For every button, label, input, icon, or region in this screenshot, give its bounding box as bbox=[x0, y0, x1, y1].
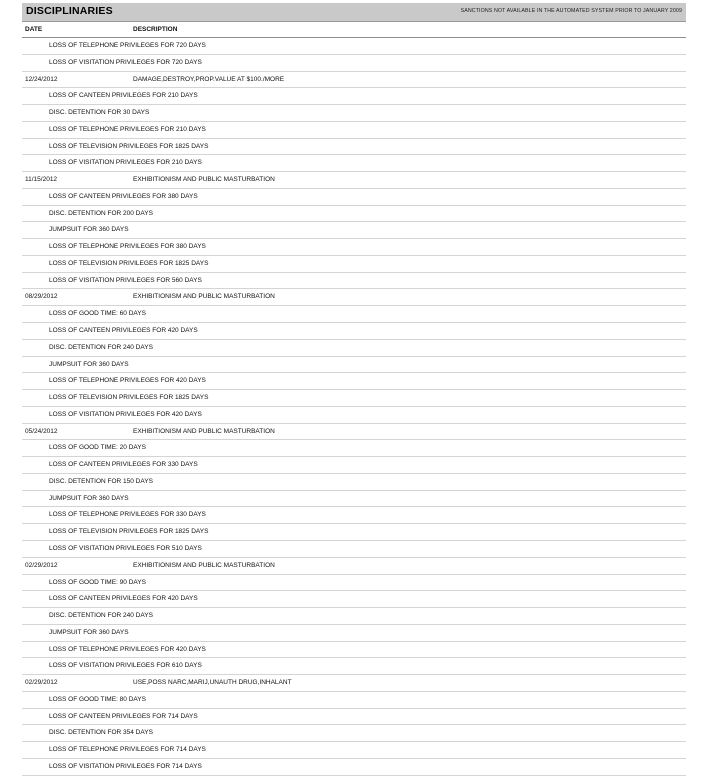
sanction-text: DISC. DETENTION FOR 200 DAYS bbox=[49, 209, 153, 217]
section-title: DISCIPLINARIES bbox=[26, 5, 113, 17]
sanction-row bbox=[22, 658, 686, 675]
sanction-text: DISC. DETENTION FOR 150 DAYS bbox=[49, 477, 153, 485]
sanction-text: LOSS OF CANTEEN PRIVILEGES FOR 420 DAYS bbox=[49, 595, 198, 603]
sanction-text: DISC. DETENTION FOR 30 DAYS bbox=[49, 109, 150, 117]
sanction-text: LOSS OF TELEPHONE PRIVILEGES FOR 380 DAYS bbox=[49, 243, 206, 251]
sanction-text: LOSS OF GOOD TIME: 80 DAYS bbox=[49, 695, 146, 703]
sanction-row bbox=[22, 625, 686, 642]
sanction-text: LOSS OF VISITATION PRIVILEGES FOR 210 DAYS bbox=[49, 159, 202, 167]
sanction-row bbox=[22, 457, 686, 474]
sanction-row bbox=[22, 507, 686, 524]
sanction-text: LOSS OF TELEVISION PRIVILEGES FOR 1825 DAYS bbox=[49, 394, 209, 402]
sanction-row bbox=[22, 373, 686, 390]
sanction-row bbox=[22, 122, 686, 139]
sanction-text: LOSS OF CANTEEN PRIVILEGES FOR 330 DAYS bbox=[49, 461, 198, 469]
availability-note: SANCTIONS NOT AVAILABLE IN THE AUTOMATED SYSTEM PRIOR TO JANUARY 2009 bbox=[460, 8, 682, 14]
sanction-text: LOSS OF TELEPHONE PRIVILEGES FOR 210 DAYS bbox=[49, 125, 206, 133]
disciplinary-list bbox=[22, 38, 686, 776]
sanction-text: LOSS OF CANTEEN PRIVILEGES FOR 210 DAYS bbox=[49, 92, 198, 100]
sanction-row bbox=[22, 591, 686, 608]
sanction-row bbox=[22, 407, 686, 424]
sanction-row bbox=[22, 709, 686, 726]
sanction-text: LOSS OF TELEVISION PRIVILEGES FOR 1825 DAYS bbox=[49, 528, 209, 536]
incident-description: DAMAGE,DESTROY,PROP.VALUE AT $100./MORE bbox=[133, 75, 285, 83]
sanction-row bbox=[22, 38, 686, 55]
sanction-row bbox=[22, 155, 686, 172]
incident-row bbox=[22, 172, 686, 189]
sanction-text: LOSS OF TELEPHONE PRIVILEGES FOR 420 DAYS bbox=[49, 645, 206, 653]
sanction-row bbox=[22, 474, 686, 491]
sanction-text: LOSS OF GOOD TIME: 90 DAYS bbox=[49, 578, 146, 586]
sanction-row bbox=[22, 206, 686, 223]
sanction-text: LOSS OF TELEPHONE PRIVILEGES FOR 714 DAYS bbox=[49, 746, 206, 754]
sanction-text: LOSS OF TELEPHONE PRIVILEGES FOR 420 DAYS bbox=[49, 377, 206, 385]
sanction-text: LOSS OF CANTEEN PRIVILEGES FOR 714 DAYS bbox=[49, 712, 198, 720]
sanction-text: LOSS OF CANTEEN PRIVILEGES FOR 420 DAYS bbox=[49, 327, 198, 335]
incident-row bbox=[22, 424, 686, 441]
sanction-row bbox=[22, 357, 686, 374]
sanction-text: DISC. DETENTION FOR 240 DAYS bbox=[49, 343, 153, 351]
sanction-text: LOSS OF VISITATION PRIVILEGES FOR 420 DAYS bbox=[49, 410, 202, 418]
sanction-row bbox=[22, 759, 686, 776]
sanction-text: LOSS OF TELEPHONE PRIVILEGES FOR 720 DAYS bbox=[49, 42, 206, 49]
sanction-row bbox=[22, 273, 686, 290]
sanction-row bbox=[22, 88, 686, 105]
sanction-row bbox=[22, 742, 686, 759]
column-header-date: DATE bbox=[25, 26, 43, 33]
sanction-row bbox=[22, 608, 686, 625]
sanction-row bbox=[22, 692, 686, 709]
incident-date: 02/29/2012 bbox=[25, 561, 58, 569]
section-header bbox=[22, 3, 686, 22]
sanction-row bbox=[22, 222, 686, 239]
incident-row bbox=[22, 675, 686, 692]
incident-row bbox=[22, 558, 686, 575]
sanction-row bbox=[22, 239, 686, 256]
sanction-text: LOSS OF GOOD TIME: 20 DAYS bbox=[49, 444, 146, 452]
sanction-row bbox=[22, 524, 686, 541]
sanction-row bbox=[22, 189, 686, 206]
sanction-row bbox=[22, 541, 686, 558]
sanction-row bbox=[22, 139, 686, 156]
incident-description: EXHIBITIONISM AND PUBLIC MASTURBATION bbox=[133, 176, 275, 184]
incident-date: 08/29/2012 bbox=[25, 293, 58, 301]
sanction-text: JUMPSUIT FOR 360 DAYS bbox=[49, 360, 129, 368]
incident-date: 11/15/2012 bbox=[25, 176, 58, 184]
incident-description: EXHIBITIONISM AND PUBLIC MASTURBATION bbox=[133, 293, 275, 301]
sanction-text: DISC. DETENTION FOR 240 DAYS bbox=[49, 612, 153, 620]
incident-description: EXHIBITIONISM AND PUBLIC MASTURBATION bbox=[133, 561, 275, 569]
sanction-row bbox=[22, 491, 686, 508]
column-header-description: DESCRIPTION bbox=[133, 26, 178, 33]
sanction-row bbox=[22, 340, 686, 357]
sanction-row bbox=[22, 55, 686, 72]
sanction-text: JUMPSUIT FOR 360 DAYS bbox=[49, 628, 129, 636]
sanction-row bbox=[22, 390, 686, 407]
sanction-row bbox=[22, 256, 686, 273]
sanction-text: LOSS OF TELEVISION PRIVILEGES FOR 1825 DAYS bbox=[49, 142, 209, 150]
sanction-row bbox=[22, 642, 686, 659]
sanction-text: LOSS OF VISITATION PRIVILEGES FOR 510 DAYS bbox=[49, 544, 202, 552]
sanction-text: LOSS OF GOOD TIME: 60 DAYS bbox=[49, 310, 146, 318]
sanction-text: LOSS OF TELEPHONE PRIVILEGES FOR 330 DAYS bbox=[49, 511, 206, 519]
sanction-row bbox=[22, 440, 686, 457]
sanction-row bbox=[22, 306, 686, 323]
sanction-text: LOSS OF TELEVISION PRIVILEGES FOR 1825 DAYS bbox=[49, 259, 209, 267]
incident-date: 02/29/2012 bbox=[25, 679, 58, 687]
incident-date: 12/24/2012 bbox=[25, 75, 58, 83]
sanction-text: LOSS OF VISITATION PRIVILEGES FOR 610 DAYS bbox=[49, 662, 202, 670]
incident-date: 05/24/2012 bbox=[25, 427, 58, 435]
sanction-row bbox=[22, 105, 686, 122]
sanction-text: LOSS OF CANTEEN PRIVILEGES FOR 380 DAYS bbox=[49, 192, 198, 200]
incident-row bbox=[22, 72, 686, 89]
sanction-text: DISC. DETENTION FOR 354 DAYS bbox=[49, 729, 153, 737]
sanction-text: LOSS OF VISITATION PRIVILEGES FOR 560 DAYS bbox=[49, 276, 202, 284]
sanction-row bbox=[22, 323, 686, 340]
sanction-text: JUMPSUIT FOR 360 DAYS bbox=[49, 494, 129, 502]
sanction-text: LOSS OF VISITATION PRIVILEGES FOR 720 DAYS bbox=[49, 58, 202, 66]
incident-row bbox=[22, 289, 686, 306]
incident-description: USE,POSS NARC,MARIJ,UNAUTH DRUG,INHALANT bbox=[133, 679, 292, 687]
incident-description: EXHIBITIONISM AND PUBLIC MASTURBATION bbox=[133, 427, 275, 435]
sanction-text: LOSS OF VISITATION PRIVILEGES FOR 714 DAYS bbox=[49, 762, 202, 770]
sanction-text: JUMPSUIT FOR 360 DAYS bbox=[49, 226, 129, 234]
sanction-row bbox=[22, 725, 686, 742]
sanction-row bbox=[22, 575, 686, 592]
